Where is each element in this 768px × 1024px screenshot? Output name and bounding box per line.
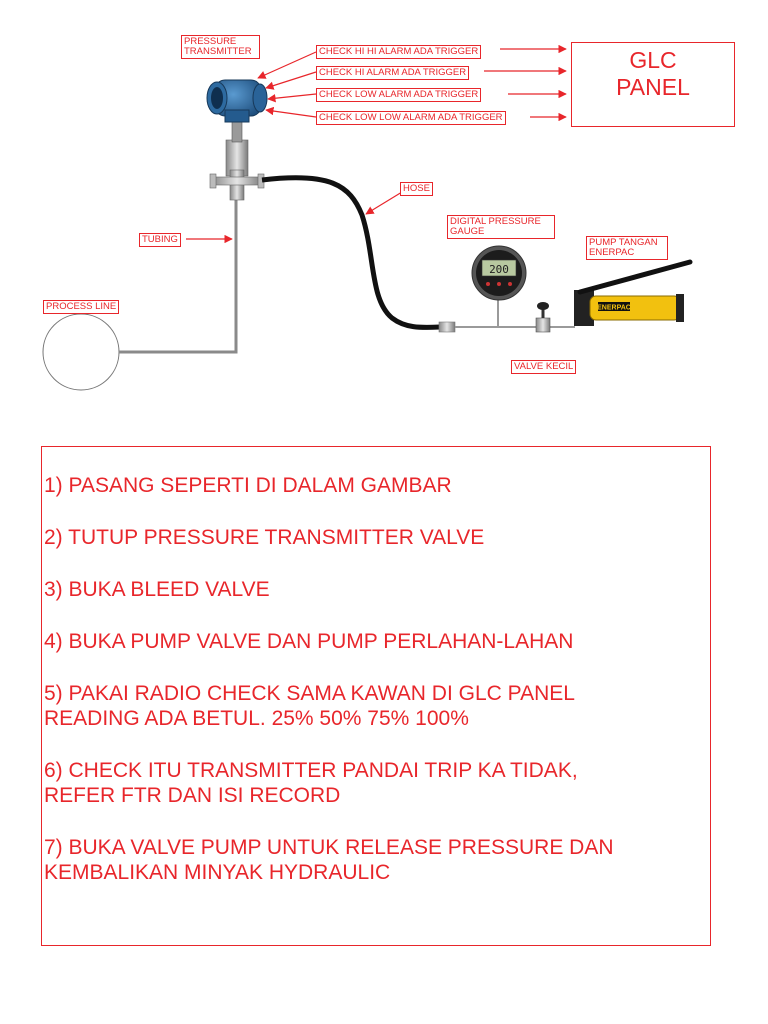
pressure-transmitter <box>207 80 267 122</box>
small-valve <box>536 302 550 332</box>
hand-pump-enerpac <box>574 262 690 326</box>
procedure-steps-box <box>41 446 711 946</box>
procedure-step: 2) TUTUP PRESSURE TRANSMITTER VALVE <box>44 526 485 549</box>
glc-panel-line1: GLC <box>629 47 677 73</box>
procedure-step: 4) BUKA PUMP VALVE DAN PUMP PERLAHAN-LAHAN <box>44 630 574 653</box>
procedure-step: 7) BUKA VALVE PUMP UNTUK RELEASE PRESSURE DAN KEMBALIKAN MINYAK HYDRAULIC <box>44 836 614 884</box>
label-check-low-alarm: CHECK LOW ALARM ADA TRIGGER <box>316 88 481 102</box>
glc-panel-box <box>571 42 735 127</box>
label-check-hi-alarm: CHECK HI ALARM ADA TRIGGER <box>316 66 469 80</box>
label-valve-kecil: VALVE KECIL <box>511 360 576 374</box>
hose-fitting <box>439 322 455 332</box>
label-pump-tangan: PUMP TANGAN ENERPAC <box>586 236 668 260</box>
hose <box>262 178 440 328</box>
procedure-step: 6) CHECK ITU TRANSMITTER PANDAI TRIP KA TIDAK, REFER FTR DAN ISI RECORD <box>44 759 578 807</box>
label-process-line: PROCESS LINE <box>43 300 119 314</box>
digital-pressure-gauge <box>472 246 526 300</box>
gauge-reading: 200 <box>489 263 509 276</box>
label-check-hi-hi-alarm: CHECK HI HI ALARM ADA TRIGGER <box>316 45 481 59</box>
process-line-circle <box>43 314 119 390</box>
glc-panel-line2: PANEL <box>616 74 690 100</box>
label-check-low-low-alarm: CHECK LOW LOW ALARM ADA TRIGGER <box>316 111 506 125</box>
label-digital-pressure-gauge: DIGITAL PRESSURE GAUGE <box>447 215 555 239</box>
procedure-step: 3) BUKA BLEED VALVE <box>44 578 270 601</box>
tubing-line <box>119 195 236 352</box>
label-pressure-transmitter: PRESSURE TRANSMITTER <box>181 35 260 59</box>
transmitter-manifold <box>210 118 264 200</box>
label-tubing: TUBING <box>139 233 181 247</box>
procedure-step: 5) PAKAI RADIO CHECK SAMA KAWAN DI GLC PANEL READING ADA BETUL. 25% 50% 75% 100% <box>44 682 575 730</box>
label-hose: HOSE <box>400 182 433 196</box>
pump-brand: ENERPAC <box>597 304 631 312</box>
procedure-step: 1) PASANG SEPERTI DI DALAM GAMBAR <box>44 474 452 497</box>
